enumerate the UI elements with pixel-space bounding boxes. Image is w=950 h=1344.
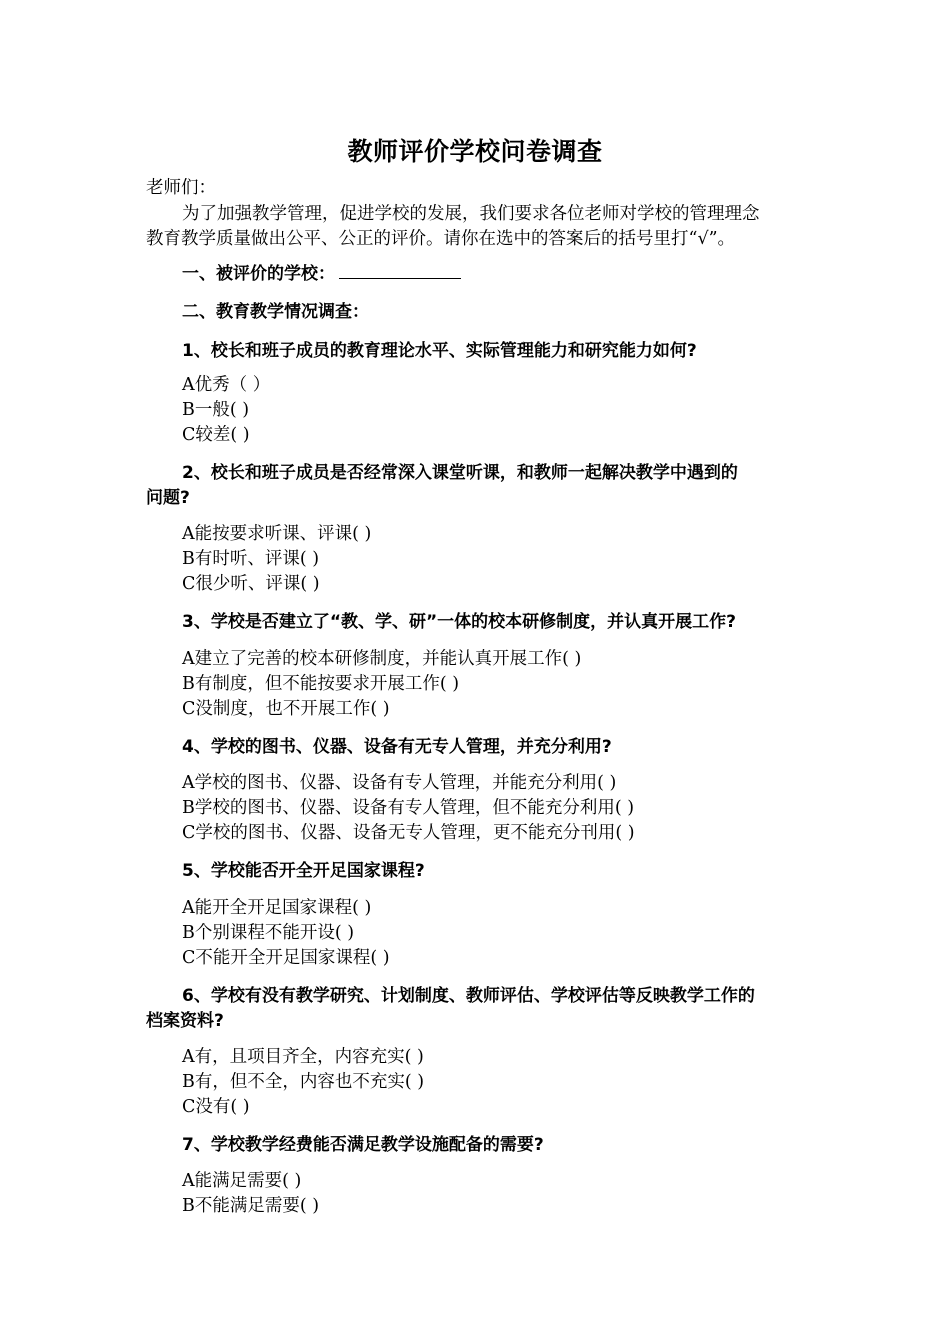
section-1-heading [182, 262, 461, 287]
question-6-option-a[interactable]: A有，且项目齐全，内容充实( ) [182, 1047, 424, 1067]
question-2-text: 2、校长和班子成员是否经常深入课堂听课，和教师一起解决教学中遇到的 [182, 463, 738, 483]
question-4-text: 4、学校的图书、仪器、设备有无专人管理，并充分利用? [182, 737, 612, 757]
question-3-option-a[interactable]: A建立了完善的校本研修制度，并能认真开展工作( ) [182, 649, 582, 669]
question-5-option-c[interactable]: C不能开全开足国家课程( ) [182, 948, 390, 968]
question-1-option-c[interactable]: C较差( ) [182, 425, 250, 445]
question-6-option-b[interactable]: B有，但不全，内容也不充实( ) [182, 1072, 425, 1092]
intro-line-1: 为了加强教学管理，促进学校的发展，我们要求各位老师对学校的管理理念 [182, 204, 760, 224]
salutation: 老师们： [146, 178, 216, 198]
question-7-option-a[interactable]: A能满足需要( ) [182, 1171, 302, 1191]
section-2-heading: 二、教育教学情况调查： [182, 302, 369, 322]
page-title: 教师评价学校问卷调查 [347, 137, 603, 166]
question-3-text: 3、学校是否建立了“教、学、研”一体的校本研修制度，并认真开展工作? [182, 612, 737, 632]
intro-line-2: 教育教学质量做出公平、公正的评价。请你在选中的答案后的括号里打“√”。 [146, 229, 736, 249]
question-3-option-c[interactable]: C没制度，也不开展工作( ) [182, 699, 390, 719]
question-2-text-cont: 问题? [146, 488, 190, 508]
question-5-option-a[interactable]: A能开全开足国家课程( ) [182, 898, 372, 918]
question-7-text: 7、学校教学经费能否满足教学设施配备的需要? [182, 1135, 544, 1155]
question-4-option-c[interactable]: C学校的图书、仪器、设备无专人管理，更不能充分刊用( ) [182, 823, 635, 843]
section-1-label: 一、被评价的学校： [182, 264, 335, 284]
question-1-option-b[interactable]: B一般( ) [182, 400, 250, 420]
question-4-option-a[interactable]: A学校的图书、仪器、设备有专人管理，并能充分利用( ) [182, 773, 617, 793]
question-1-text: 1、校长和班子成员的教育理论水平、实际管理能力和研究能力如何? [182, 341, 697, 361]
question-1-option-a[interactable]: A优秀（ ） [182, 375, 271, 395]
question-7-option-b[interactable]: B不能满足需要( ) [182, 1196, 320, 1216]
question-6-option-c[interactable]: C没有( ) [182, 1097, 250, 1117]
school-name-blank[interactable] [339, 262, 461, 279]
question-5-option-b[interactable]: B个别课程不能开设( ) [182, 923, 355, 943]
question-3-option-b[interactable]: B有制度，但不能按要求开展工作( ) [182, 674, 460, 694]
question-2-option-c[interactable]: C很少听、评课( ) [182, 574, 320, 594]
question-6-text: 6、学校有没有教学研究、计划制度、教师评估、学校评估等反映教学工作的 [182, 986, 755, 1006]
question-2-option-a[interactable]: A能按要求听课、评课( ) [182, 524, 372, 544]
question-6-text-cont: 档案资料? [146, 1011, 224, 1031]
question-2-option-b[interactable]: B有时听、评课( ) [182, 549, 320, 569]
question-4-option-b[interactable]: B学校的图书、仪器、设备有专人管理，但不能充分利用( ) [182, 798, 635, 818]
question-5-text: 5、学校能否开全开足国家课程? [182, 861, 425, 881]
